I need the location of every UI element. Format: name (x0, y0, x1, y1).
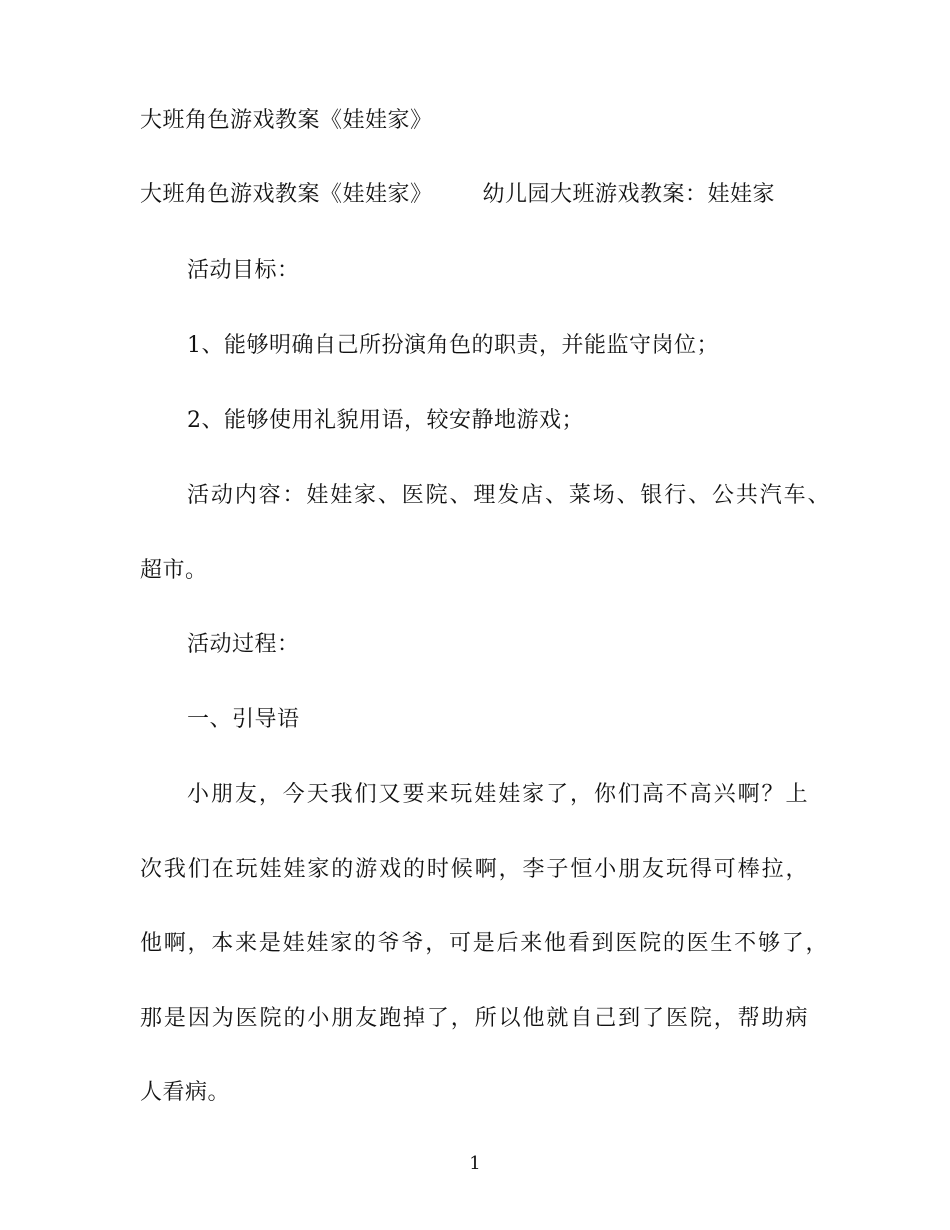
goal-item-1: 1、能够明确自己所扮演角色的职责，并能监守岗位； (187, 333, 719, 358)
content-line-2: 超市。 (140, 558, 208, 583)
subtitle-left: 大班角色游戏教案《娃娃家》 (140, 182, 433, 207)
document-subtitle (140, 180, 775, 210)
goal-item-2: 2、能够使用礼貌用语，较安静地游戏； (187, 408, 584, 433)
paragraph-line-1: 小朋友，今天我们又要来玩娃娃家了，你们高不高兴啊？上 (187, 782, 808, 807)
subtitle-right: 幼儿园大班游戏教案：娃娃家 (482, 182, 776, 207)
paragraph-line-2: 次我们在玩娃娃家的游戏的时候啊，李子恒小朋友玩得可棒拉， (140, 857, 808, 882)
section-heading-intro: 一、引导语 (187, 707, 300, 732)
page-number: 1 (469, 1153, 481, 1174)
document-title: 大班角色游戏教案《娃娃家》 (140, 108, 433, 133)
process-heading: 活动过程： (187, 632, 300, 657)
content-line-1: 活动内容：娃娃家、医院、理发店、菜场、银行、公共汽车、 (187, 483, 830, 508)
paragraph-line-3: 他啊，本来是娃娃家的爷爷，可是后来他看到医院的医生不够了， (140, 931, 828, 956)
paragraph-line-4: 那是因为医院的小朋友跑掉了，所以他就自己到了医院，帮助病 (140, 1006, 808, 1031)
paragraph-line-5: 人看病。 (140, 1080, 231, 1105)
goals-heading: 活动目标： (187, 258, 300, 283)
